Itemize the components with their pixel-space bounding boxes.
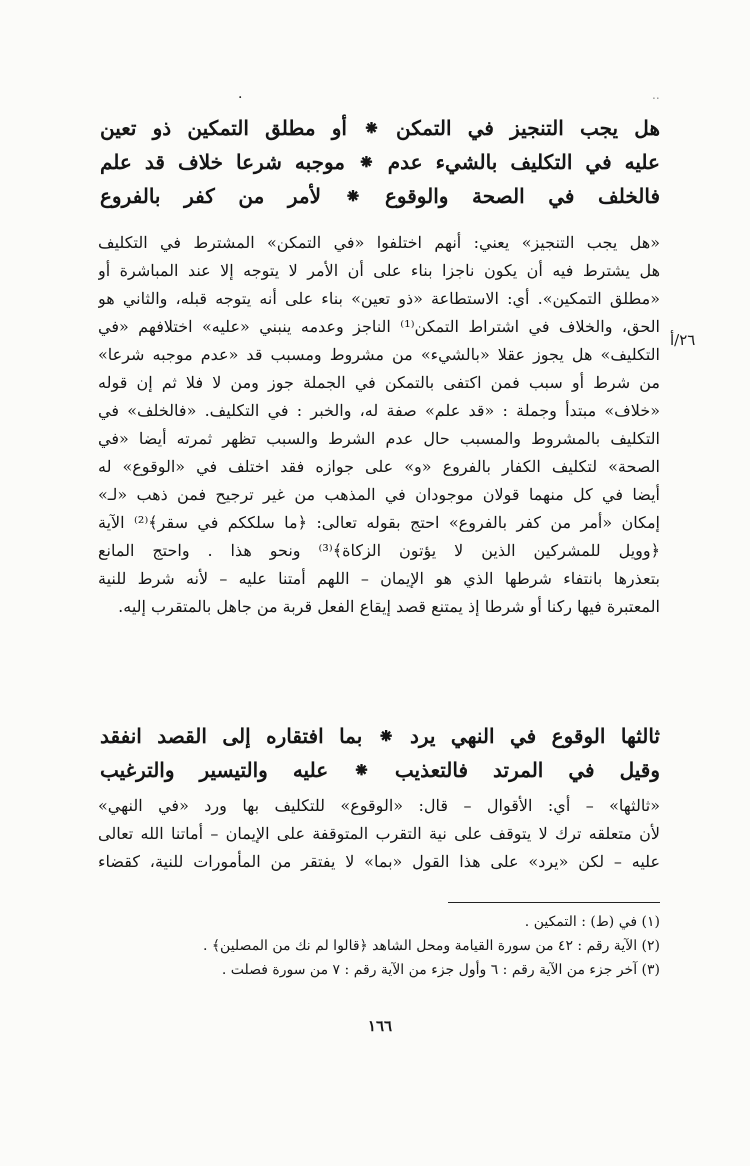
footnote-separator — [448, 902, 660, 903]
text-line: أيضا في كل منهما قولان موجودان في المذهب من غير ترجيح فمن ذهب «لـ» — [98, 485, 660, 504]
text-line: الحق، والخلاف في اشتراط التمكن⁽¹⁾ الناجز وعدمه ينبني «عليه» اختلافهم «في — [98, 317, 660, 336]
text-line: بتعذرها بانتفاء شرطها الذي هو الإيمان – اللهم أمتنا عليه – لأنه شرط للنية — [98, 569, 660, 588]
verse-line: وقيل في المرتد فالتعذيب ⁕ عليه والتيسير والترغيب — [100, 758, 660, 782]
text-line: الصحة» لتكليف الكفار بالفروع «و» على جوازه فقد اختلف في «الوقوع» له — [98, 457, 660, 476]
verse-line: ثالثها الوقوع في النهي يرد ⁕ بما افتقاره إلى القصد انفقد — [100, 724, 660, 748]
verse-line: فالخلف في الصحة والوقوع ⁕ لأمر من كفر بالفروع — [100, 184, 660, 208]
text-line: «هل يجب التنجيز» يعني: أنهم اختلفوا «في التمكن» المشترط في التكليف — [98, 233, 660, 252]
page-number: ١٦٦ — [367, 1017, 393, 1035]
text-line: ﴿وويل للمشركين الذين لا يؤتون الزكاة﴾⁽³⁾ ونحو هذا . واحتج المانع — [98, 541, 660, 560]
text-line: لأن متعلقه ترك لا يتوقف على نية التقرب المتوقفة على الإيمان – أماتنا الله تعالى — [98, 824, 660, 843]
text-line: «مطلق التمكين». أي: الاستطاعة «ذو تعين» بناء على أنه يتوجه قبله، والثاني هو — [98, 289, 660, 308]
text-line: «ثالثها» – أي: الأقوال – قال: «الوقوع» للتكليف بها ورد «في النهي» — [98, 796, 660, 815]
footnote: (٢) الآية رقم : ٤٢ من سورة القيامة ومحل الشاهد ﴿قالوا لم نك من المصلين﴾ . — [202, 938, 660, 954]
footnote: (١) في (ط) : التمكين . — [524, 914, 660, 930]
verse-line: هل يجب التنجيز في التمكن ⁕ أو مطلق التمكين ذو تعين — [100, 116, 660, 140]
text-line: التكليف بالمشروط والمسبب حال عدم الشرط والسبب تظهر ثمرته أيضا «في — [98, 429, 660, 448]
text-line: التكليف» هل يجوز عقلا «بالشيء» من مشروط ومسبب قد «عدم موجبه شرعا» — [98, 345, 660, 364]
text-line: هل يشترط فيه أن يكون ناجزا بناء على أن الأمر لا يتوجه إلا عند المباشرة أو — [98, 261, 660, 280]
footnote: (٣) آخر جزء من الآية رقم : ٦ وأول جزء من الآية رقم : ٧ من سورة فصلت . — [221, 962, 660, 978]
verse-line: عليه في التكليف بالشيء عدم ⁕ موجبه شرعا خلاف قد علم — [100, 150, 660, 174]
margin-folio-note: ٢٦/أ — [670, 331, 696, 349]
text-line: إمكان «أمر من كفر بالفروع» احتج بقوله تعالى: ﴿ما سلككم في سقر﴾⁽²⁾ الآية — [98, 513, 660, 532]
text-line: المعتبرة فيها ركنا أو شرطا إذ يمتنع قصد إيقاع الفعل قربة من جاهل بالمتقرب إليه. — [118, 597, 660, 616]
text-line: من شرط أو سبب فمن اكتفى بالتمكن في الجملة جوز ومن لا فلا ثم إن قوله — [98, 373, 660, 392]
text-line: «خلاف» مبتدأ وجملة : «قد علم» صفة له، والخبر : في التكليف. «فالخلف» في — [98, 401, 660, 420]
footnotes — [98, 910, 660, 982]
text-line: عليه – لكن «يرد» على هذا القول «بما» لا يفتقر من المأمورات للنية، كقضاء — [98, 852, 660, 871]
ink-dot: · — [238, 90, 243, 106]
corner-mark: .. — [652, 88, 660, 102]
commentary-paragraph — [98, 792, 660, 876]
commentary-paragraph — [98, 229, 660, 621]
